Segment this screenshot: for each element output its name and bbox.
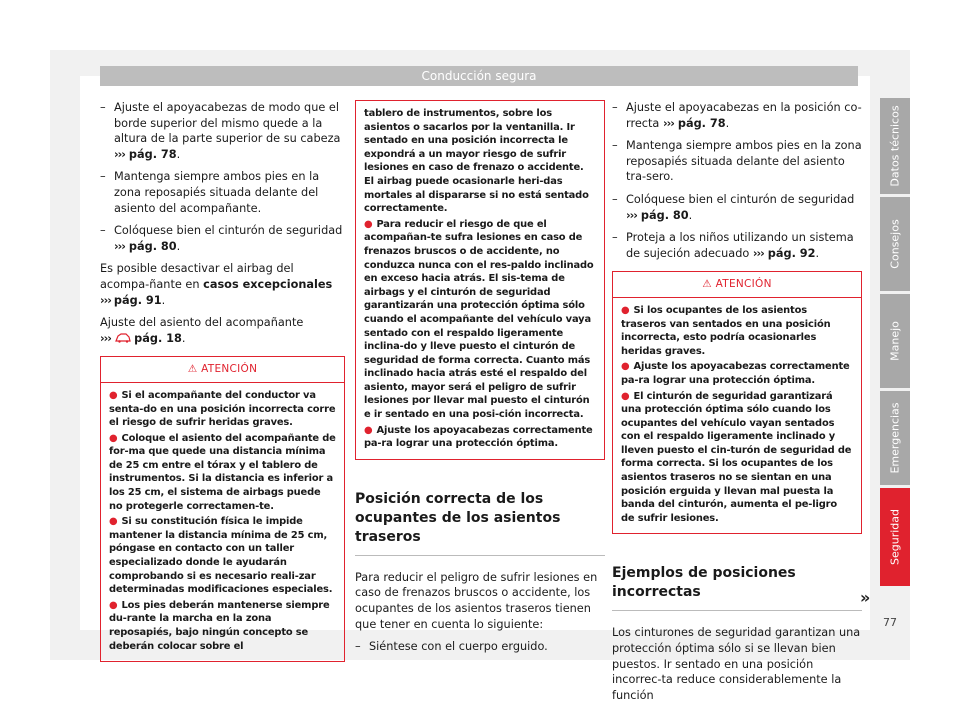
tab-seguridad[interactable]: Seguridad — [880, 488, 910, 586]
xref-arrows: ››› — [114, 147, 125, 161]
column-1 — [100, 100, 345, 662]
list-item: – Siéntese con el cuerpo erguido. — [355, 639, 605, 655]
warning-header: ⚠ ATENCIÓN — [187, 363, 258, 376]
warning-header: ⚠ ATENCIÓN — [702, 278, 772, 291]
warning-bullet: ● Coloque el asiento del acompañante de for-ma que quede una distancia mínima de 25 cm entre el tórax y el tablero de instrumentos. Si la distancia es inferior a los 25 cm, el sistema de airbags puede no protegerle correctamen-te. — [109, 432, 336, 512]
xref-arrows: ››› — [100, 331, 111, 345]
section-title: Posición correcta de los ocupantes de los asientos traseros — [355, 490, 605, 556]
bullet-icon: ● — [109, 432, 118, 444]
warning-bullet: ● Si su constitución física le impide mantener la distancia mínima de 25 cm, póngase en contacto con un taller especializado donde le ayudarán comprobando si es necesario reali-zar determinadas modificaciones especiales. — [109, 516, 333, 596]
tab-emergencias[interactable]: Emergencias — [880, 391, 910, 485]
warning-body — [613, 297, 861, 534]
page-link[interactable]: pág. 80 — [636, 208, 689, 222]
warning-bullet: ● Ajuste los apoyacabezas correctamente pa-ra lograr una protección óptima. — [364, 424, 593, 450]
xref-arrows: ››› — [662, 116, 674, 130]
page-link[interactable]: pág. 80 — [124, 239, 177, 253]
warning-bullet: ● Para reducir el riesgo de que el acompañan-te sufra lesiones en caso de frenazos bruscos o de accidente, no conduzca nunca con el res-paldo inclinado en exceso hacia atrás. El sis-tema de airbags y el cinturón de seguridad garantizarán una protección óptima sólo cuando el acompañante del vehículo vaya sentado con el respaldo ligeramente inclina-do y lleve puesto el cinturón de seguridad de forma correcta. Cuanto más inclinado hacia atrás esté el respaldo del asiento, mayor será el peligro de sufrir lesiones por llevar mal puesto el cinturón e ir sentado en una posi-ción incorrecta. — [364, 218, 594, 421]
section-title: Ejemplos de posiciones incorrectas — [612, 564, 862, 611]
page-number: 77 — [883, 616, 897, 629]
bullet-icon: ● — [109, 599, 118, 611]
warning-triangle-icon: ⚠ — [187, 363, 198, 376]
list-item: – Colóquese bien el cinturón de seguridad ››› pág. 80. — [612, 192, 862, 223]
continue-arrow-icon: » — [860, 588, 871, 607]
list-item: – Colóquese bien el cinturón de seguridad ››› pág. 80. — [100, 223, 345, 254]
xref-arrows: ››› — [100, 293, 114, 307]
paragraph: Para reducir el peligro de sufrir lesiones en caso de frenazos bruscos o accidente, los ocupantes de los asientos traseros tienen que tener en cuenta lo siguiente: — [355, 570, 598, 631]
bullet-icon: ● — [621, 304, 630, 316]
xref-arrows: ››› — [114, 239, 125, 253]
warning-bullet: ● Ajuste los apoyacabezas correctamente pa-ra lograr una protección óptima. — [621, 361, 850, 386]
warning-bullet: ● Si el acompañante del conductor va senta-do en una posición incorrecta corre el riesgo de sufrir heridas graves. — [109, 389, 336, 429]
list-item: – Mantenga siempre ambos pies en la zona reposapiés situada delante del asiento tra-sero. — [612, 138, 862, 185]
list-item: – Mantenga siempre ambos pies en la zona reposapiés situada delante del asiento del acompañante. — [100, 169, 345, 216]
paragraph: Los cinturones de seguridad garantizan una protección óptima sólo si se llevan bien puestos. Ir sentado en una posición incorrec-ta reduce considerablemente la función — [612, 626, 861, 702]
bullet-icon: ● — [621, 361, 630, 373]
bullet-icon: ● — [109, 389, 118, 401]
warning-box — [612, 271, 862, 534]
paragraph: Es posible desactivar el airbag del acompa-ñante en casos excepcionales ››› pág. 91. — [100, 262, 333, 307]
list-item: – Ajuste el apoyacabezas en la posición co-rrecta ››› pág. 78. — [612, 100, 862, 131]
page-link[interactable]: pág. 18 — [134, 331, 182, 345]
page-link[interactable]: pág. 91 — [113, 293, 162, 307]
tab-manejo[interactable]: Manejo — [880, 294, 910, 388]
bullet-icon: ● — [364, 424, 373, 436]
warning-bullet: ● El cinturón de seguridad garantizará una protección óptima sólo cuando los ocupantes del vehículo vayan sentados con el respaldo ligeramente inclinado y lleven puesto el cin-turón de seguridad de forma correcta. Si los ocupantes de los asientos traseros no se sientan en una posición erguida y llevan mal puesta la banda del cinturón, aumenta el pe-ligro de sufrir lesiones. — [621, 390, 852, 524]
bullet-icon: ● — [364, 218, 373, 230]
warning-bullet: ● Los pies deberán mantenerse siempre du-rante la marcha en la zona reposapiés, bajo ningún concepto se deberán colocar sobre el — [109, 599, 330, 652]
list-item: – Ajuste el apoyacabezas de modo que el borde superior del mismo quede a la altura de la parte superior de su cabeza ››› pág. 78. — [100, 100, 345, 162]
xref-arrows: ››› — [752, 246, 764, 260]
page-link[interactable]: pág. 92 — [763, 246, 816, 260]
page-link[interactable]: pág. 78 — [673, 116, 726, 130]
tab-consejos[interactable]: Consejos — [880, 197, 910, 291]
paragraph: Ajuste del asiento del acompañante ››› pág. 18. — [100, 316, 304, 345]
column-3 — [612, 100, 862, 708]
car-seat-icon — [115, 331, 131, 343]
tab-datos-tecnicos[interactable]: Datos técnicos — [880, 98, 910, 194]
bullet-icon: ● — [621, 390, 630, 402]
list-item: – Proteja a los niños utilizando un sistema de sujeción adecuado ››› pág. 92. — [612, 230, 862, 261]
warning-triangle-icon: ⚠ — [702, 278, 712, 291]
warning-text: tablero de instrumentos, sobre los asientos o sacarlos por la ventanilla. Ir sentado en una posición incorrecta le expondrá a un mayor riesgo de sufrir lesiones en caso de frenazo o accidente. El airbag puede ocasionarle heri-das mortales al dispararse si no está sentado correctamente. — [364, 108, 589, 215]
page-header: Conducción segura — [100, 66, 858, 86]
warning-body — [356, 101, 604, 459]
xref-arrows: ››› — [626, 208, 637, 222]
bullet-icon: ● — [109, 516, 118, 528]
page-link[interactable]: pág. 78 — [124, 147, 177, 161]
column-2 — [355, 100, 605, 662]
warning-box — [100, 356, 345, 662]
warning-bullet: ● Si los ocupantes de los asientos traseros van sentados en una posición incorrecta, esto podría ocasionarles heridas graves. — [621, 304, 831, 357]
warning-box-continued — [355, 100, 605, 460]
warning-body — [101, 382, 344, 661]
